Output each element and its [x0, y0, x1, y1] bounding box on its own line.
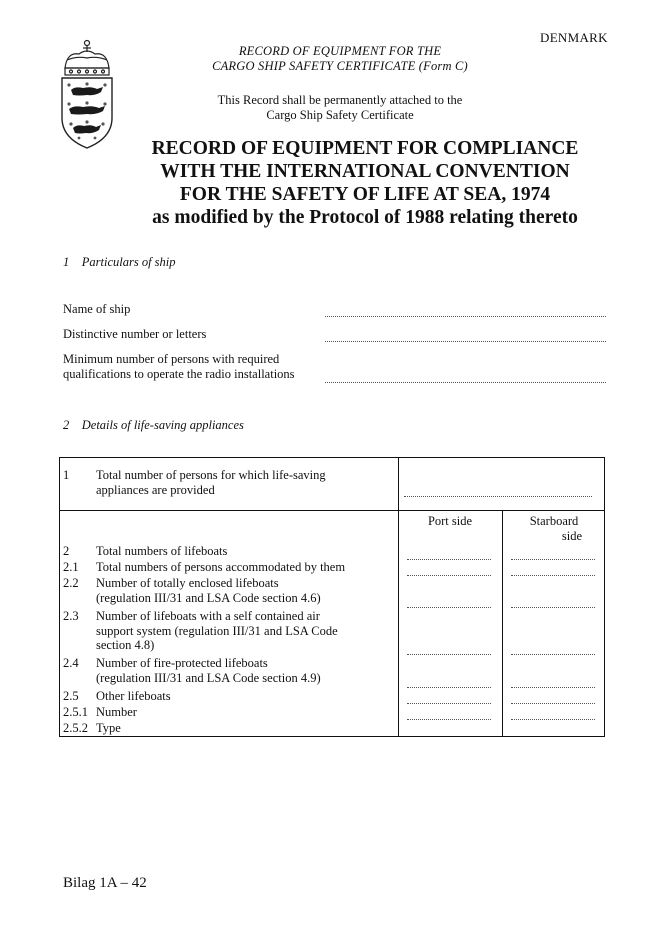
- item-desc-line: (regulation III/31 and LSA Code section 4.9): [96, 670, 321, 685]
- country-label: DENMARK: [540, 30, 608, 45]
- form-reference: [190, 44, 490, 74]
- col-starboard-side: [502, 514, 606, 543]
- item-number: 2.4: [63, 656, 79, 670]
- row1-desc-line2: appliances are provided: [96, 482, 215, 497]
- item-description: Total numbers of lifeboats: [96, 544, 228, 558]
- section1-heading: 1 Particulars of ship: [63, 255, 176, 269]
- col-starboard-line1: Starboard: [529, 514, 579, 528]
- item-desc-line: (regulation III/31 and LSA Code section 4.6): [96, 590, 321, 605]
- col-port-side: Port side: [427, 514, 473, 528]
- port-total-lifeboats-field[interactable]: [407, 559, 491, 560]
- page-title: [110, 137, 620, 229]
- port-other-number-field[interactable]: [407, 719, 491, 720]
- title-line1: RECORD OF EQUIPMENT FOR COMPLIANCE: [151, 138, 579, 159]
- section2-heading: 2 Details of life-saving appliances: [63, 418, 244, 432]
- item-description: [96, 656, 396, 685]
- item-number: 2.5.2: [63, 721, 88, 735]
- persons-total-field[interactable]: [404, 496, 592, 497]
- distinctive-number-label: Distinctive number or letters: [63, 327, 207, 341]
- ship-name-label: Name of ship: [63, 302, 131, 316]
- starboard-fire-protected-lifeboats-field[interactable]: [511, 687, 595, 688]
- table-divider-value: [398, 458, 399, 736]
- starboard-air-support-lifeboats-field[interactable]: [511, 654, 595, 655]
- starboard-total-lifeboats-field[interactable]: [511, 559, 595, 560]
- starboard-persons-accommodated-field[interactable]: [511, 575, 595, 576]
- starboard-other-number-field[interactable]: [511, 719, 595, 720]
- item-description: Other lifeboats: [96, 689, 171, 703]
- item-number: 2: [63, 544, 70, 558]
- radio-operators-field[interactable]: [325, 382, 606, 383]
- starboard-other-lifeboats-field[interactable]: [511, 703, 595, 704]
- row1-description: [96, 468, 396, 497]
- starboard-enclosed-lifeboats-field[interactable]: [511, 607, 595, 608]
- lifesaving-appliances-table: [59, 457, 605, 737]
- item-number: 2.5: [63, 689, 79, 703]
- port-persons-accommodated-field[interactable]: [407, 575, 491, 576]
- item-description: [96, 576, 396, 605]
- port-fire-protected-lifeboats-field[interactable]: [407, 687, 491, 688]
- item-description: [96, 609, 396, 653]
- item-description: Number: [96, 705, 137, 719]
- item-desc-line: Number of fire-protected lifeboats: [96, 656, 268, 670]
- attach-line2: Cargo Ship Safety Certificate: [266, 108, 414, 122]
- radio-operators-label-line2: qualifications to operate the radio installations: [63, 367, 295, 381]
- form-ref-line2: CARGO SHIP SAFETY CERTIFICATE (Form C): [212, 59, 468, 73]
- distinctive-number-field[interactable]: [325, 341, 606, 342]
- table-divider-sides: [502, 511, 503, 736]
- port-enclosed-lifeboats-field[interactable]: [407, 607, 491, 608]
- radio-operators-label-line1: Minimum number of persons with required: [63, 352, 280, 366]
- title-line2: WITH THE INTERNATIONAL CONVENTION: [160, 161, 570, 182]
- attach-line1: This Record shall be permanently attached to the: [217, 93, 463, 107]
- item-number: 2.5.1: [63, 705, 88, 719]
- item-desc-line: Number of lifeboats with a self contained air: [96, 609, 320, 623]
- item-description: Type: [96, 721, 121, 735]
- item-number: 2.3: [63, 609, 79, 623]
- ship-name-field[interactable]: [325, 316, 606, 317]
- radio-operators-label: [63, 352, 295, 382]
- item-number: 2.1: [63, 560, 79, 574]
- attachment-note: [190, 93, 490, 123]
- col-starboard-line2: side: [561, 528, 583, 543]
- item-desc-line: section 4.8): [96, 638, 155, 652]
- item-desc-line: Number of totally enclosed lifeboats: [96, 576, 279, 590]
- item-desc-line: support system (regulation III/31 and LSA Code: [96, 623, 338, 638]
- row1-desc-line1: Total number of persons for which life-saving: [96, 468, 326, 482]
- page-footer: Bilag 1A – 42: [63, 875, 147, 891]
- port-other-lifeboats-field[interactable]: [407, 703, 491, 704]
- port-air-support-lifeboats-field[interactable]: [407, 654, 491, 655]
- title-line4: as modified by the Protocol of 1988 relating thereto: [152, 207, 578, 228]
- title-line3: FOR THE SAFETY OF LIFE AT SEA, 1974: [179, 184, 551, 205]
- table-row-divider: [60, 510, 604, 511]
- row1-number: 1: [63, 468, 70, 482]
- form-ref-line1: RECORD OF EQUIPMENT FOR THE: [238, 44, 442, 58]
- item-number: 2.2: [63, 576, 79, 590]
- item-description: Total numbers of persons accommodated by them: [96, 560, 346, 574]
- danish-coat-of-arms-icon: [57, 38, 117, 150]
